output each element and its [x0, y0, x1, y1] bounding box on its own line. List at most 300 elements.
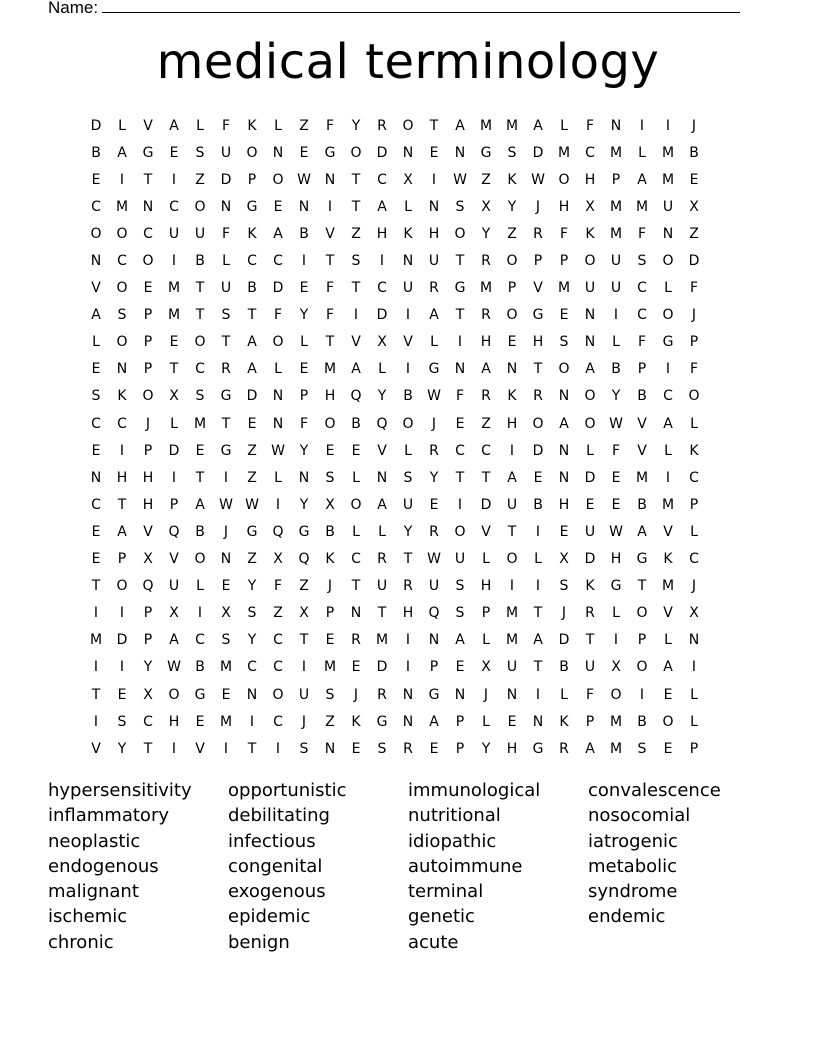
grid-letter: I — [379, 253, 385, 270]
grid-letter: G — [428, 361, 440, 378]
grid-letter: Q — [168, 523, 180, 540]
grid-letter: I — [431, 171, 437, 188]
grid-letter: G — [298, 523, 310, 540]
grid-letter: I — [301, 659, 307, 676]
grid-letter: I — [171, 469, 177, 486]
grid-letter: U — [402, 496, 414, 513]
grid-letter: E — [351, 442, 361, 459]
grid-letter: E — [455, 659, 465, 676]
grid-letter: P — [143, 307, 153, 324]
grid-letter: I — [639, 686, 645, 703]
grid-letter: V — [143, 523, 153, 540]
grid-letter: E — [91, 442, 101, 459]
grid-letter: R — [377, 117, 387, 134]
grid-letter: N — [532, 713, 544, 730]
grid-letter: B — [637, 388, 647, 405]
word-list-item: neoplastic — [48, 830, 141, 852]
grid-letter: M — [661, 496, 675, 513]
grid-letter: Z — [507, 225, 517, 242]
grid-letter: V — [533, 280, 543, 297]
grid-letter: J — [535, 198, 541, 215]
grid-letter: G — [246, 523, 258, 540]
grid-letter: R — [585, 605, 595, 622]
grid-letter: N — [272, 144, 284, 161]
grid-letter: I — [509, 578, 515, 595]
grid-letter: A — [455, 632, 465, 649]
grid-letter: A — [377, 198, 387, 215]
word-list-item: autoimmune — [408, 855, 523, 877]
grid-letter: E — [351, 659, 361, 676]
grid-letter: F — [637, 334, 647, 351]
grid-letter: E — [429, 740, 439, 757]
grid-letter: L — [170, 415, 178, 432]
grid-letter: O — [272, 686, 284, 703]
grid-letter: N — [402, 144, 414, 161]
grid-letter: B — [247, 280, 257, 297]
grid-letter: X — [559, 551, 569, 568]
grid-letter: H — [376, 225, 388, 242]
grid-letter: E — [325, 442, 335, 459]
grid-letter: I — [457, 496, 463, 513]
grid-letter: X — [689, 605, 699, 622]
grid-letter: E — [611, 469, 621, 486]
grid-letter: Z — [689, 225, 699, 242]
grid-row — [83, 437, 733, 464]
grid-letter: L — [612, 605, 620, 622]
grid-letter: X — [325, 496, 335, 513]
grid-letter: L — [430, 334, 438, 351]
grid-letter: M — [609, 144, 623, 161]
grid-letter: Y — [299, 442, 309, 459]
grid-letter: L — [482, 551, 490, 568]
grid-letter: T — [299, 632, 309, 649]
word-list-item: immunological — [408, 780, 541, 801]
grid-letter: F — [637, 225, 647, 242]
grid-letter: X — [481, 659, 491, 676]
grid-row — [83, 193, 733, 220]
grid-letter: E — [611, 496, 621, 513]
grid-letter: N — [688, 632, 700, 649]
grid-letter: Q — [298, 551, 310, 568]
grid-letter: B — [403, 388, 413, 405]
grid-letter: Z — [247, 442, 257, 459]
grid-letter: G — [220, 442, 232, 459]
grid-letter: T — [533, 659, 543, 676]
grid-letter: T — [325, 253, 335, 270]
grid-letter: O — [506, 253, 518, 270]
grid-letter: W — [609, 523, 623, 540]
grid-letter: G — [194, 686, 206, 703]
grid-letter: V — [403, 334, 413, 351]
grid-letter: Y — [507, 198, 517, 215]
grid-letter: E — [663, 686, 673, 703]
grid-letter: E — [91, 551, 101, 568]
grid-letter: Z — [247, 551, 257, 568]
grid-letter: C — [273, 632, 283, 649]
grid-letter: T — [455, 307, 465, 324]
grid-letter: I — [535, 523, 541, 540]
grid-letter: C — [91, 415, 101, 432]
grid-letter: A — [247, 334, 257, 351]
grid-letter: T — [351, 198, 361, 215]
word-list-item: ischemic — [48, 906, 128, 928]
grid-letter: G — [454, 280, 466, 297]
grid-row — [83, 464, 733, 491]
grid-letter: V — [169, 551, 179, 568]
word-list-item: chronic — [48, 931, 114, 953]
grid-letter: B — [559, 659, 569, 676]
grid-letter: P — [689, 740, 699, 757]
grid-letter: A — [559, 415, 569, 432]
word-list-item: epidemic — [228, 906, 311, 928]
grid-letter: L — [378, 361, 386, 378]
grid-letter: M — [479, 280, 493, 297]
grid-letter: I — [405, 307, 411, 324]
grid-letter: Z — [299, 578, 309, 595]
grid-letter: O — [636, 659, 648, 676]
grid-letter: M — [323, 659, 337, 676]
grid-letter: T — [195, 307, 205, 324]
grid-letter: L — [638, 144, 646, 161]
grid-letter: M — [167, 307, 181, 324]
grid-letter: S — [117, 713, 127, 730]
grid-letter: V — [143, 117, 153, 134]
grid-letter: U — [584, 659, 596, 676]
grid-letter: G — [610, 578, 622, 595]
grid-letter: A — [117, 523, 127, 540]
grid-letter: O — [532, 415, 544, 432]
grid-letter: C — [143, 713, 153, 730]
grid-letter: I — [665, 117, 671, 134]
grid-letter: N — [350, 605, 362, 622]
grid-letter: P — [533, 253, 543, 270]
grid-letter: F — [273, 307, 283, 324]
grid-letter: I — [613, 307, 619, 324]
grid-letter: T — [351, 280, 361, 297]
grid-letter: Y — [429, 469, 439, 486]
grid-row — [83, 518, 733, 545]
grid-letter: L — [690, 415, 698, 432]
grid-letter: T — [195, 469, 205, 486]
grid-letter: M — [505, 605, 519, 622]
grid-letter: E — [221, 686, 231, 703]
grid-letter: T — [533, 605, 543, 622]
grid-letter: C — [273, 713, 283, 730]
grid-letter: C — [689, 469, 699, 486]
grid-letter: L — [664, 442, 672, 459]
grid-letter: E — [507, 334, 517, 351]
grid-letter: A — [351, 361, 361, 378]
grid-letter: H — [480, 578, 492, 595]
grid-letter: P — [611, 171, 621, 188]
grid-letter: V — [481, 523, 491, 540]
grid-letter: J — [431, 415, 437, 432]
grid-letter: L — [196, 117, 204, 134]
grid-letter: R — [481, 388, 491, 405]
grid-letter: E — [299, 361, 309, 378]
grid-letter: N — [376, 469, 388, 486]
grid-letter: G — [246, 198, 258, 215]
grid-letter: L — [560, 117, 568, 134]
grid-letter: C — [351, 551, 361, 568]
grid-letter: U — [584, 280, 596, 297]
grid-letter: P — [637, 632, 647, 649]
grid-letter: N — [610, 117, 622, 134]
grid-letter: O — [584, 415, 596, 432]
grid-letter: N — [558, 442, 570, 459]
grid-letter: G — [636, 551, 648, 568]
grid-letter: E — [91, 523, 101, 540]
grid-letter: C — [117, 415, 127, 432]
grid-letter: C — [455, 442, 465, 459]
grid-letter: O — [558, 361, 570, 378]
grid-letter: C — [377, 280, 387, 297]
grid-letter: N — [558, 388, 570, 405]
grid-letter: R — [559, 740, 569, 757]
letter-grid — [83, 112, 733, 762]
grid-letter: T — [117, 496, 127, 513]
grid-letter: M — [609, 225, 623, 242]
grid-row — [83, 627, 733, 654]
grid-letter: D — [480, 496, 492, 513]
grid-letter: C — [91, 198, 101, 215]
grid-letter: O — [610, 686, 622, 703]
grid-letter: T — [143, 740, 153, 757]
grid-letter: S — [559, 334, 569, 351]
grid-letter: J — [691, 307, 697, 324]
grid-letter: O — [662, 307, 674, 324]
grid-letter: F — [221, 225, 231, 242]
grid-letter: V — [637, 415, 647, 432]
grid-row — [83, 166, 733, 193]
grid-letter: A — [91, 307, 101, 324]
grid-letter: T — [247, 307, 257, 324]
grid-letter: C — [273, 253, 283, 270]
grid-letter: L — [534, 551, 542, 568]
grid-letter: A — [637, 523, 647, 540]
word-list-item: debilitating — [228, 805, 330, 827]
grid-letter: O — [246, 144, 258, 161]
grid-letter: K — [507, 388, 517, 405]
grid-letter: P — [117, 551, 127, 568]
grid-letter: S — [637, 253, 647, 270]
grid-letter: W — [219, 496, 233, 513]
grid-letter: N — [454, 361, 466, 378]
grid-letter: I — [93, 713, 99, 730]
grid-letter: F — [689, 280, 699, 297]
grid-row — [83, 302, 733, 329]
grid-letter: I — [457, 334, 463, 351]
grid-letter: E — [299, 280, 309, 297]
grid-letter: F — [689, 361, 699, 378]
grid-letter: G — [142, 144, 154, 161]
grid-letter: C — [481, 442, 491, 459]
grid-letter: D — [376, 659, 388, 676]
grid-letter: E — [325, 632, 335, 649]
grid-letter: M — [661, 171, 675, 188]
grid-letter: Y — [247, 578, 257, 595]
grid-letter: I — [405, 361, 411, 378]
grid-letter: S — [377, 740, 387, 757]
grid-letter: F — [325, 307, 335, 324]
grid-letter: R — [377, 551, 387, 568]
grid-letter: H — [558, 496, 570, 513]
grid-letter: M — [557, 280, 571, 297]
grid-letter: F — [325, 117, 335, 134]
grid-letter: S — [91, 388, 101, 405]
grid-letter: A — [169, 117, 179, 134]
grid-letter: Y — [247, 632, 257, 649]
grid-letter: S — [325, 686, 335, 703]
grid-letter: X — [403, 171, 413, 188]
grid-letter: B — [195, 253, 205, 270]
grid-letter: T — [169, 361, 179, 378]
grid-letter: E — [273, 198, 283, 215]
grid-letter: F — [455, 388, 465, 405]
grid-letter: U — [298, 686, 310, 703]
grid-letter: S — [455, 605, 465, 622]
grid-letter: P — [455, 713, 465, 730]
grid-letter: T — [429, 117, 439, 134]
grid-letter: P — [247, 171, 257, 188]
grid-letter: I — [249, 713, 255, 730]
grid-letter: S — [247, 605, 257, 622]
grid-letter: X — [143, 686, 153, 703]
grid-letter: C — [117, 253, 127, 270]
grid-letter: T — [585, 632, 595, 649]
grid-letter: O — [90, 225, 102, 242]
grid-letter: H — [584, 171, 596, 188]
grid-letter: I — [119, 442, 125, 459]
grid-letter: R — [351, 632, 361, 649]
grid-letter: M — [479, 117, 493, 134]
grid-letter: P — [299, 388, 309, 405]
word-list-item: exogenous — [228, 881, 326, 903]
grid-letter: M — [505, 632, 519, 649]
grid-letter: J — [301, 713, 307, 730]
grid-letter: T — [143, 171, 153, 188]
grid-row — [83, 329, 733, 356]
grid-letter: M — [557, 144, 571, 161]
grid-letter: H — [506, 415, 518, 432]
word-list-item: iatrogenic — [588, 830, 678, 852]
grid-letter: P — [325, 605, 335, 622]
grid-letter: O — [636, 605, 648, 622]
grid-letter: P — [689, 496, 699, 513]
grid-row — [83, 356, 733, 383]
grid-letter: A — [455, 117, 465, 134]
grid-letter: I — [223, 740, 229, 757]
grid-letter: D — [376, 144, 388, 161]
grid-letter: J — [561, 605, 567, 622]
grid-letter: O — [272, 171, 284, 188]
grid-letter: R — [377, 686, 387, 703]
grid-letter: J — [691, 578, 697, 595]
grid-letter: L — [274, 469, 282, 486]
grid-letter: E — [507, 713, 517, 730]
grid-letter: N — [142, 198, 154, 215]
grid-letter: X — [169, 388, 179, 405]
grid-letter: O — [324, 415, 336, 432]
grid-letter: R — [429, 280, 439, 297]
word-list-item: malignant — [48, 881, 139, 903]
grid-letter: U — [662, 198, 674, 215]
grid-letter: W — [609, 415, 623, 432]
grid-letter: C — [273, 659, 283, 676]
grid-letter: Y — [611, 388, 621, 405]
grid-letter: O — [584, 253, 596, 270]
grid-letter: U — [506, 496, 518, 513]
grid-letter: B — [611, 361, 621, 378]
word-list-item: hypersensitivity — [48, 780, 192, 801]
grid-letter: I — [223, 469, 229, 486]
grid-letter: K — [507, 171, 517, 188]
grid-letter: A — [429, 307, 439, 324]
grid-letter: O — [116, 578, 128, 595]
grid-letter: I — [171, 253, 177, 270]
grid-letter: T — [533, 361, 543, 378]
grid-letter: X — [299, 605, 309, 622]
grid-letter: K — [403, 225, 413, 242]
grid-letter: O — [506, 307, 518, 324]
grid-row — [83, 708, 733, 735]
grid-letter: C — [169, 198, 179, 215]
grid-letter: L — [690, 686, 698, 703]
grid-letter: O — [116, 280, 128, 297]
grid-letter: F — [611, 442, 621, 459]
grid-letter: P — [481, 605, 491, 622]
grid-row — [83, 220, 733, 247]
grid-letter: N — [662, 225, 674, 242]
grid-letter: L — [352, 523, 360, 540]
grid-letter: S — [559, 578, 569, 595]
grid-letter: I — [665, 469, 671, 486]
grid-letter: H — [142, 469, 154, 486]
grid-letter: T — [637, 578, 647, 595]
grid-letter: G — [220, 388, 232, 405]
grid-letter: Z — [325, 713, 335, 730]
grid-letter: N — [454, 686, 466, 703]
grid-letter: N — [584, 307, 596, 324]
grid-letter: Y — [117, 740, 127, 757]
grid-letter: A — [273, 225, 283, 242]
grid-letter: T — [91, 578, 101, 595]
grid-letter: V — [325, 225, 335, 242]
grid-letter: T — [325, 334, 335, 351]
grid-letter: U — [584, 523, 596, 540]
grid-letter: T — [91, 686, 101, 703]
grid-letter: Y — [481, 225, 491, 242]
grid-letter: V — [351, 334, 361, 351]
grid-letter: L — [274, 361, 282, 378]
grid-letter: C — [637, 307, 647, 324]
grid-letter: X — [585, 198, 595, 215]
grid-letter: S — [299, 740, 309, 757]
grid-letter: M — [635, 469, 649, 486]
grid-letter: G — [532, 740, 544, 757]
grid-letter: E — [429, 144, 439, 161]
grid-letter: X — [221, 605, 231, 622]
word-list-item: syndrome — [588, 881, 678, 903]
grid-letter: V — [195, 740, 205, 757]
grid-letter: O — [142, 253, 154, 270]
grid-letter: M — [505, 117, 519, 134]
grid-letter: L — [482, 632, 490, 649]
grid-letter: L — [690, 523, 698, 540]
grid-letter: N — [402, 686, 414, 703]
grid-letter: S — [195, 388, 205, 405]
grid-letter: K — [585, 225, 595, 242]
